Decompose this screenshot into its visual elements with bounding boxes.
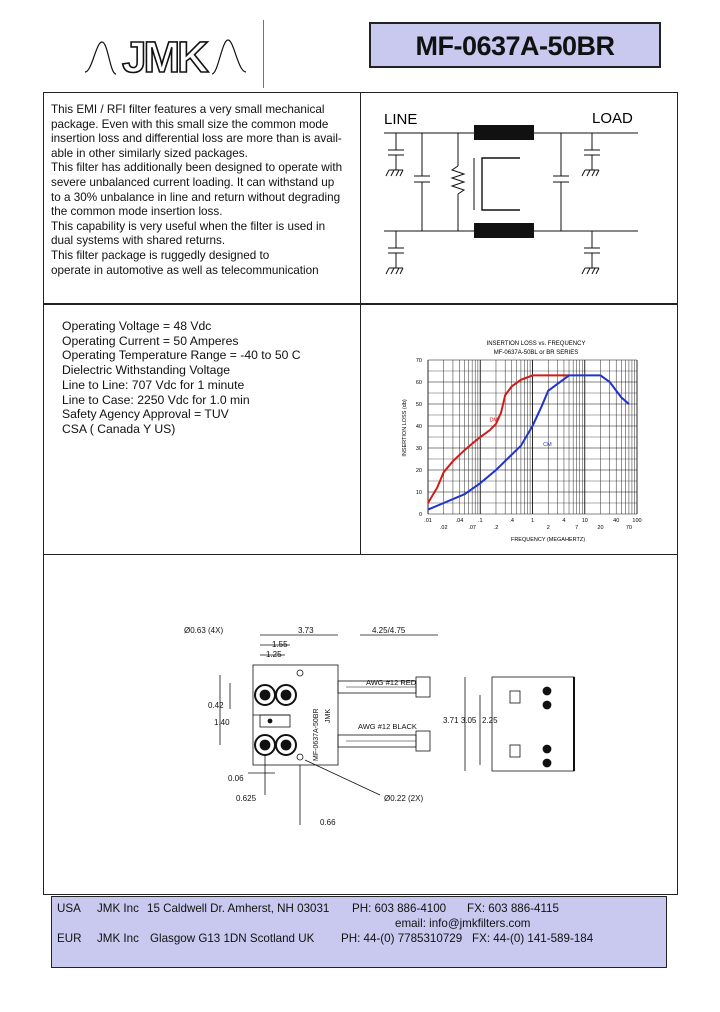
y-tick-label: 10 [415,490,422,496]
spec-line: Dielectric Withstanding Voltage [62,363,230,378]
x-tick-label: .4 [509,518,515,524]
y-tick-label: 0 [418,512,422,518]
description-line: the common mode insertion loss. [51,205,223,219]
dim-066: 0.66 [320,818,336,827]
body-jmk-label: JMK [325,709,332,723]
contact-footer [51,896,667,968]
description-line: This filter has additionally been designed to operate with [51,161,343,175]
x-tick-label: 7 [575,525,579,531]
logo-text: JMK [122,33,206,82]
description-divider [360,92,361,304]
y-tick-label: 40 [415,424,422,430]
dim-125: 1.25 [266,650,282,659]
x-tick-label: 1 [530,518,535,524]
series-line-cm [428,375,629,509]
wire-red-label: AWG #12 RED [366,678,417,687]
description-line: This capability is very useful when the filter is used in [51,219,326,233]
description-line: dual systems with shared returns. [51,234,226,248]
eur-fax: FX: 44-(0) 141-589-184 [472,932,594,945]
spec-line: Safety Agency Approval = TUV [62,407,229,422]
part-number-title: MF-0637A-50BR [369,22,661,68]
line-label: LINE [384,111,418,128]
dim-140: 1.40 [214,718,230,727]
mount-hole [297,754,303,760]
description-line: operate in automotive as well as telecommunication [51,263,319,277]
y-tick-label: 20 [415,468,422,474]
chart-title: INSERTION LOSS vs. FREQUENCY [486,341,586,347]
x-tick-label: .07 [468,525,476,531]
spec-line: Line to Line: 707 Vdc for 1 minute [62,377,245,392]
filter-schematic [370,100,670,295]
email-link[interactable]: email: info@jmkfilters.com [395,917,531,930]
usa-company: JMK Inc [97,902,139,915]
x-tick-label: 20 [597,525,604,531]
body-part-label: MF-0637A-50BR [313,708,320,761]
y-tick-label: 70 [415,358,422,364]
dim-305: 3.05 [460,716,477,725]
spec-line: CSA ( Canada Y US) [62,421,176,436]
spec-line: Line to Case: 2250 Vdc for 1.0 min [62,392,250,407]
description-line: insertion loss and differential loss are more than is avail- [51,132,342,146]
dim-371: 3.71 [443,716,459,725]
y-tick-label: 50 [415,402,422,408]
usa-phone: PH: 603 886-4100 [352,902,447,915]
logo-divider [263,20,264,88]
choke-bottom [474,223,534,238]
eur-address: Glasgow G13 1DN Scotland UK [150,932,315,945]
x-tick-label: 4 [562,518,566,524]
dim-371-305 [443,716,477,725]
description-line: severe unbalanced current loading. It can withstand up [51,175,335,189]
chart-ylabel: INSERTION LOSS (db) [402,399,408,457]
description-line: package. Even with this small size the common mode [51,117,329,131]
dim-425: 4.25/4.75 [372,626,406,635]
mount-hole [297,670,303,676]
dim-042: 0.42 [208,701,224,710]
description-line: This filter package is ruggedly designed to [51,248,270,262]
dim-006: 0.06 [228,774,244,783]
x-tick-label: 2 [546,525,550,531]
dim-155: 1.55 [272,640,288,649]
series-label-cm: CM [543,441,552,448]
chart-xlabel: FREQUENCY (MEGAHERTZ) [510,537,586,543]
mechanical-drawing [180,615,600,835]
x-tick-label: .04 [455,518,464,524]
x-tick-label: .1 [477,518,483,524]
load-label: LOAD [592,110,633,127]
usa-region: USA [57,902,81,915]
choke-top [474,125,534,140]
x-tick-label: .01 [424,518,432,524]
dim-0625: 0.625 [236,794,257,803]
description-line: This EMI / RFI filter features a very small mechanical [51,103,325,116]
eur-region: EUR [57,932,82,945]
spec-line: Operating Current = 50 Amperes [62,333,239,348]
eur-phone: PH: 44-(0) 7785310729 [341,932,463,945]
spec-line: Operating Voltage = 48 Vdc [62,319,212,333]
insertion-loss-chart [380,330,670,550]
series-label-dm: DM [489,417,499,424]
description-text [51,103,351,278]
dim-mount: Ø0.22 (2X) [384,794,424,803]
x-tick-label: .2 [493,525,499,531]
description-line: to a 30% unbalance in line and return without degrading [51,190,341,204]
specs-divider [360,304,361,555]
eur-company: JMK Inc [97,932,139,945]
x-tick-label: 10 [581,518,588,524]
specs-list [62,319,301,437]
x-tick-label: 70 [625,525,632,531]
wire-black-label: AWG #12 BLACK [358,722,417,731]
x-tick-label: 40 [613,518,620,524]
y-tick-label: 30 [415,446,422,452]
usa-address: 15 Caldwell Dr. Amherst, NH 03031 [147,902,330,915]
y-tick-label: 60 [415,380,422,386]
description-line: able in other similarly sized packages. [51,146,248,160]
dim-hole: Ø0.63 (4X) [184,626,224,635]
series-line-dm [428,375,569,503]
side-view [492,677,574,771]
dim-225: 2.25 [482,716,498,725]
x-tick-label: 100 [632,518,642,524]
dim-373: 3.73 [298,626,314,635]
x-tick-label: .02 [439,525,448,531]
usa-fax: FX: 603 886-4115 [467,902,559,915]
jmk-logo [80,22,250,92]
chart-subtitle: MF-0637A-50BL or BR SERIES [493,350,579,356]
spec-line: Operating Temperature Range = -40 to 50 C [62,348,301,363]
